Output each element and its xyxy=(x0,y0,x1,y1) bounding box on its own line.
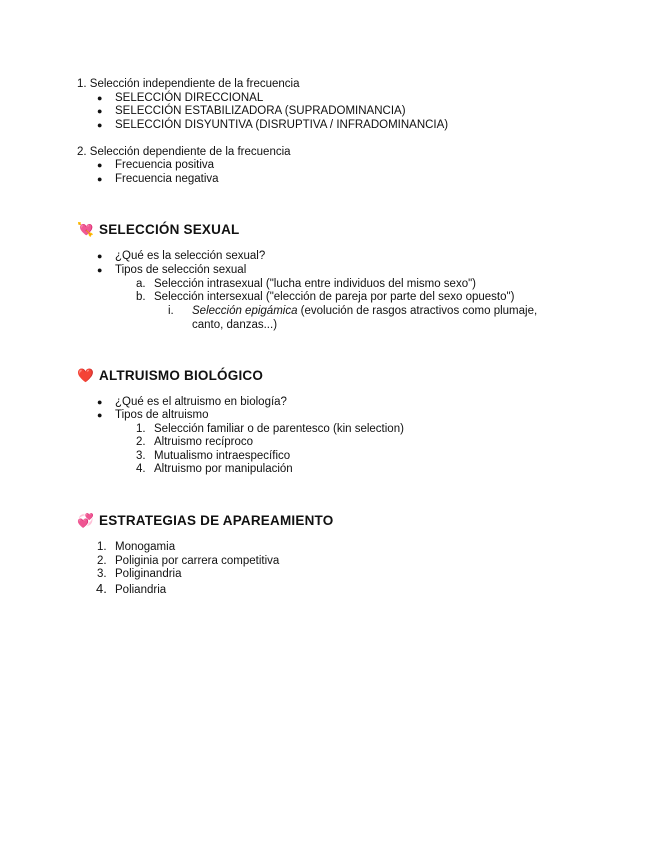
list-item: Selección intersexual ("elección de pareja por parte del sexo opuesto") xyxy=(154,291,515,303)
list-item: Poliginia por carrera competitiva xyxy=(115,555,280,567)
bullet-icon: ● xyxy=(97,251,103,261)
list-item: Selección familiar o de parentesco (kin selection) xyxy=(154,423,404,435)
altruism-heading xyxy=(77,367,263,385)
mating-heading xyxy=(77,512,333,530)
list-marker: 2. xyxy=(97,555,107,567)
two-hearts-icon: 💞 xyxy=(77,513,95,528)
bullet-icon: ● xyxy=(97,160,103,170)
section2-title: 2. Selección dependiente de la frecuencia xyxy=(77,146,291,158)
list-item: Tipos de altruismo xyxy=(115,409,209,421)
list-item: Mutualismo intraespecífico xyxy=(154,450,291,462)
list-item-continuation: canto, danzas...) xyxy=(192,319,278,331)
list-item: ¿Qué es el altruismo en biología? xyxy=(115,396,287,408)
list-marker: 1. xyxy=(136,423,146,435)
list-marker: a. xyxy=(136,278,146,290)
list-marker: 1. xyxy=(97,541,107,553)
list-item xyxy=(192,304,537,318)
red-heart-icon: ❤️ xyxy=(77,368,95,383)
bullet-icon: ● xyxy=(97,106,103,116)
list-marker: 4. xyxy=(136,463,146,475)
list-item: ¿Qué es la selección sexual? xyxy=(115,250,266,262)
italic-term: Selección epigámica xyxy=(192,305,298,317)
list-item-text: (evolución de rasgos atractivos como plumaje, xyxy=(297,305,538,317)
list-item: SELECCIÓN DIRECCIONAL xyxy=(115,92,264,104)
list-item: Selección intrasexual ("lucha entre individuos del mismo sexo") xyxy=(154,278,477,290)
mating-heading-text: ESTRATEGIAS DE APAREAMIENTO xyxy=(99,513,334,528)
list-marker: 3. xyxy=(97,568,107,580)
bullet-icon: ● xyxy=(97,93,103,103)
list-marker: 2. xyxy=(136,436,146,448)
bullet-icon: ● xyxy=(97,120,103,130)
bullet-icon: ● xyxy=(97,265,103,275)
list-item: SELECCIÓN DISYUNTIVA (DISRUPTIVA / INFRADOMINANCIA) xyxy=(115,119,449,131)
list-item: Altruismo recíproco xyxy=(154,436,254,448)
sexual-heading xyxy=(77,221,239,239)
heart-arrow-icon: 💘 xyxy=(77,222,95,237)
sexual-heading-text: SELECCIÓN SEXUAL xyxy=(99,222,240,237)
list-item: Frecuencia negativa xyxy=(115,173,219,185)
list-item: Frecuencia positiva xyxy=(115,159,215,171)
section1-title: 1. Selección independiente de la frecuencia xyxy=(77,78,300,90)
bullet-icon: ● xyxy=(97,174,103,184)
bullet-icon: ● xyxy=(97,410,103,420)
list-marker: i. xyxy=(168,305,174,317)
bullet-icon: ● xyxy=(97,397,103,407)
list-item: Altruismo por manipulación xyxy=(154,463,293,475)
list-item: Tipos de selección sexual xyxy=(115,264,247,276)
list-marker: 4. xyxy=(96,581,107,596)
list-marker: b. xyxy=(136,291,146,303)
list-item: SELECCIÓN ESTABILIZADORA (SUPRADOMINANCIA) xyxy=(115,105,406,117)
altruism-heading-text: ALTRUISMO BIOLÓGICO xyxy=(99,368,264,383)
list-item: Poliginandria xyxy=(115,568,182,580)
list-item: Monogamia xyxy=(115,541,176,553)
list-item: Poliandria xyxy=(115,584,167,596)
list-marker: 3. xyxy=(136,450,146,462)
